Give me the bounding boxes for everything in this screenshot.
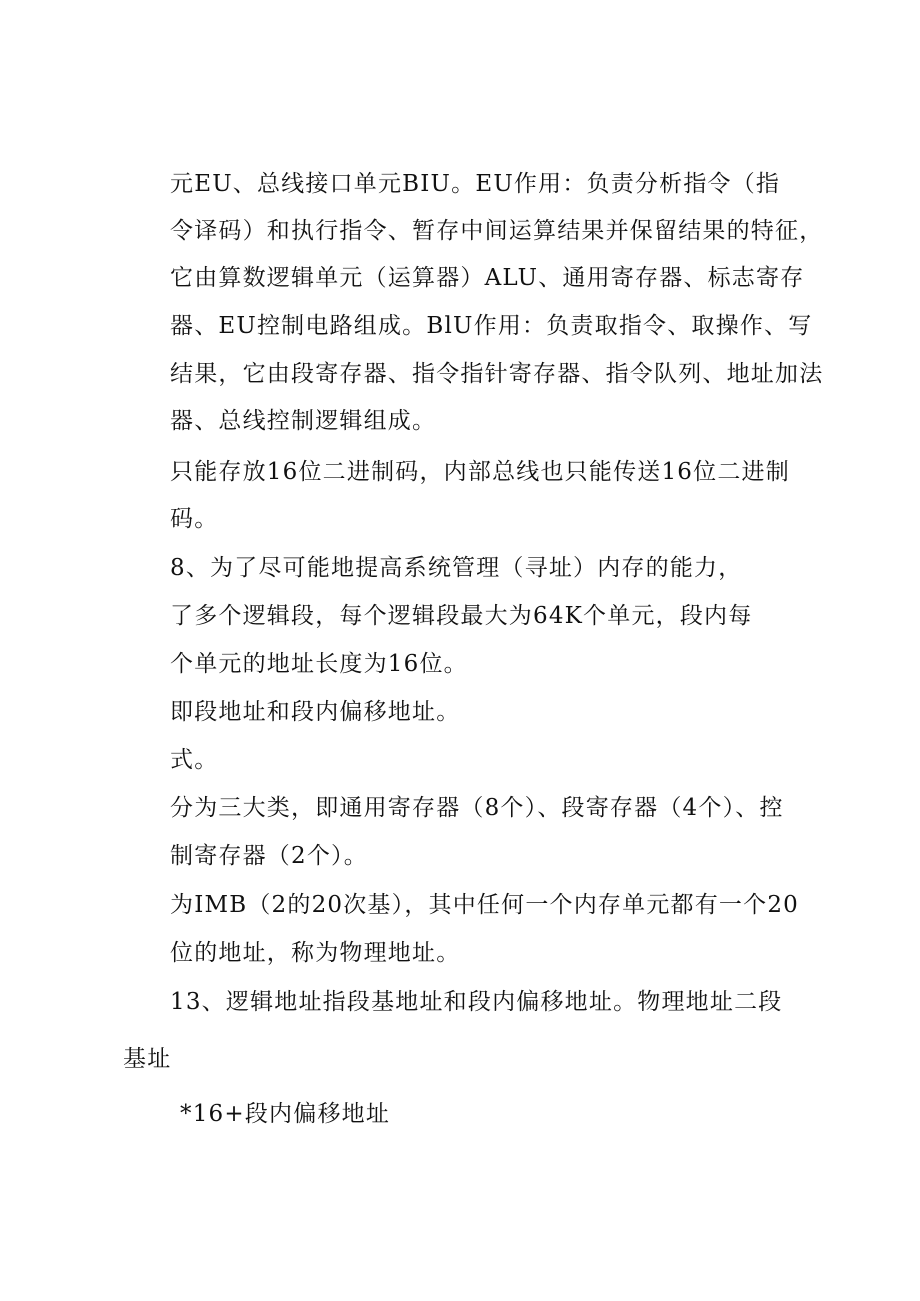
text-line: 结果，它由段寄存器、指令指针寄存器、指令队列、地址加法 xyxy=(170,361,824,387)
text-line: 制寄存器（2个）。 xyxy=(170,843,368,869)
text-line: 分为三大类，即通用寄存器（8个）、段寄存器（4个）、控 xyxy=(170,795,784,821)
text-line: 为IMB（2的20次基），其中任何一个内存单元都有一个20 xyxy=(170,892,800,918)
text-line: 式。 xyxy=(170,747,219,773)
text-line: 只能存放16位二进制码，内部总线也只能传送16位二进制 xyxy=(170,459,790,485)
text-line: 13、逻辑地址指段基地址和段内偏移地址。物理地址二段 xyxy=(170,989,783,1015)
text-line: 8、为了尽可能地提高系统管理（寻址）内存的能力， xyxy=(170,555,743,581)
text-line: *16+段内偏移地址 xyxy=(180,1101,391,1127)
text-line: 了多个逻辑段，每个逻辑段最大为64K个单元，段内每 xyxy=(170,603,753,629)
text-line: 位的地址，称为物理地址。 xyxy=(170,940,461,966)
text-line: 即段地址和段内偏移地址。 xyxy=(170,699,461,725)
text-line: 基址 xyxy=(123,1046,172,1072)
text-line: 元EU、总线接口单元BIU。EU作用：负责分析指令（指 xyxy=(170,171,781,197)
text-line: 令译码）和执行指令、暂存中间运算结果并保留结果的特征， xyxy=(170,218,824,244)
text-line: 器、总线控制逻辑组成。 xyxy=(170,408,437,434)
text-line: 器、EU控制电路组成。BlU作用：负责取指令、取操作、写 xyxy=(170,313,813,339)
text-line: 个单元的地址长度为16位。 xyxy=(170,651,468,677)
text-line: 它由算数逻辑单元（运算器）ALU、通用寄存器、标志寄存 xyxy=(170,265,805,291)
text-line: 码。 xyxy=(170,506,219,532)
